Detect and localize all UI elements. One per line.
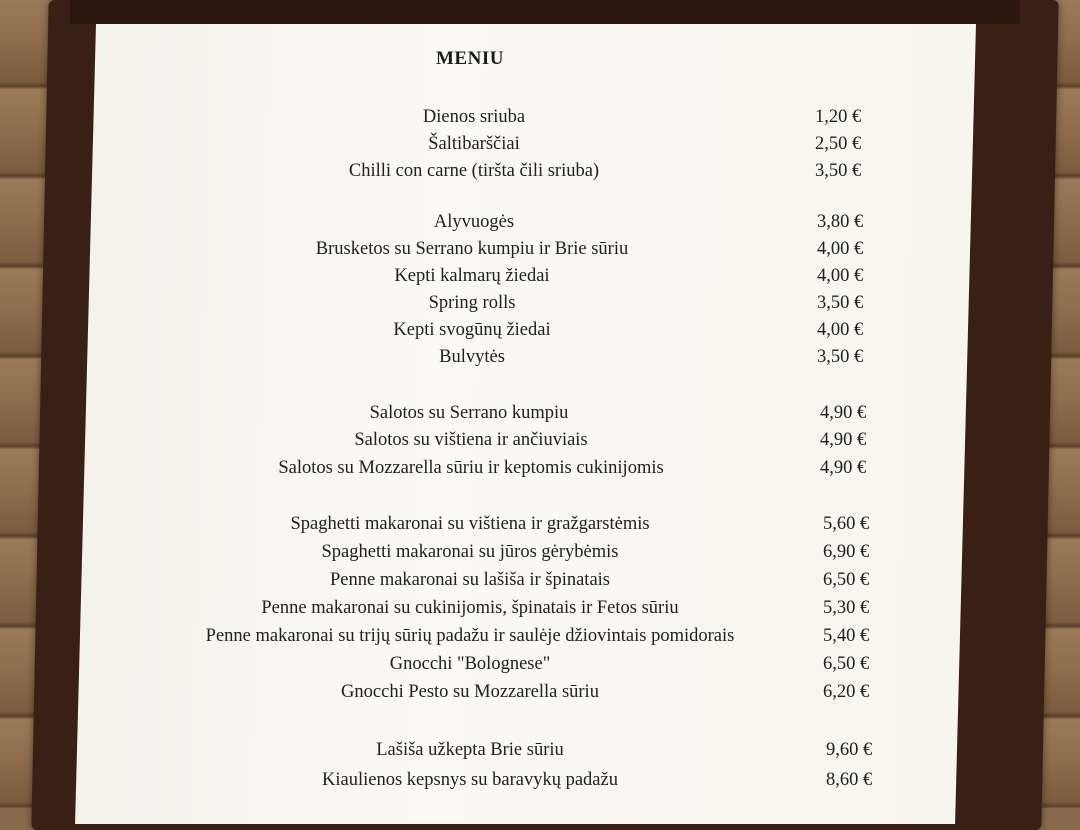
menu-item: [0, 403, 1080, 429]
menu-item-price: 8,60 €: [826, 770, 873, 790]
menu-item-name: Gnocchi "Bolognese": [389, 654, 551, 674]
menu-item: [0, 654, 1080, 680]
menu-item-price: 6,50 €: [823, 570, 870, 590]
menu-item-price: 1,20 €: [815, 107, 862, 127]
menu-item-price: 6,90 €: [823, 542, 870, 562]
menu-item-price: 5,60 €: [823, 514, 870, 534]
menu-item: [0, 626, 1080, 652]
menu-item: [0, 107, 1080, 133]
menu-item-price: 3,50 €: [815, 161, 862, 181]
menu-item: [0, 212, 1080, 238]
menu-item: [0, 161, 1080, 187]
menu-item: [0, 458, 1080, 484]
menu-item: [0, 770, 1080, 796]
menu-item: [0, 347, 1080, 373]
menu-item: [0, 266, 1080, 292]
menu-item-name: Gnocchi Pesto su Mozzarella sūriu: [341, 682, 599, 702]
menu-item-name: Penne makaronai su lašiša ir špinatais: [329, 570, 611, 590]
menu-item-price: 4,00 €: [817, 266, 864, 286]
menu-item-name: Alyvuogės: [433, 212, 515, 232]
menu-item-price: 6,20 €: [823, 682, 870, 702]
menu-item: [0, 570, 1080, 596]
menu-item-price: 2,50 €: [815, 134, 862, 154]
menu-item-name: Chilli con carne (tiršta čili sriuba): [348, 161, 600, 181]
menu-item-name: Brusketos su Serrano kumpiu ir Brie sūriu: [315, 239, 629, 259]
menu-item-name: Salotos su Serrano kumpiu: [369, 403, 569, 423]
menu-item: [0, 740, 1080, 766]
menu-item: [0, 320, 1080, 346]
clipboard-top-edge: [70, 0, 1020, 24]
menu-item-name: Bulvytės: [439, 347, 505, 367]
menu-item: [0, 682, 1080, 708]
menu-item: [0, 293, 1080, 319]
menu-item-name: Spaghetti makaronai su jūros gėrybėmis: [321, 542, 619, 562]
menu-item-price: 5,30 €: [823, 598, 870, 618]
menu-item-name: Spaghetti makaronai su vištiena ir gražgarstėmis: [290, 514, 650, 534]
menu-item-name: Salotos su vištiena ir ančiuviais: [354, 430, 588, 450]
menu-item-name: Dienos sriuba: [422, 107, 526, 127]
menu-item: [0, 239, 1080, 265]
menu-item: [0, 430, 1080, 456]
menu-item-name: Kepti kalmarų žiedai: [394, 266, 550, 286]
menu-title: MENIU: [436, 48, 504, 69]
menu-item-price: 6,50 €: [823, 654, 870, 674]
menu-item-name: Penne makaronai su trijų sūrių padažu ir saulėje džiovintais pomidorais: [205, 626, 735, 646]
menu-item-name: Šaltibarščiai: [428, 134, 520, 154]
menu-item-name: Lašiša užkepta Brie sūriu: [376, 740, 564, 760]
menu-item-name: Kiaulienos kepsnys su baravykų padažu: [322, 770, 618, 790]
menu-item-price: 4,00 €: [817, 320, 864, 340]
menu-item-price: 9,60 €: [826, 740, 873, 760]
menu-item-name: Kepti svogūnų žiedai: [393, 320, 551, 340]
menu-item: [0, 134, 1080, 160]
menu-item-name: Salotos su Mozzarella sūriu ir keptomis cukinijomis: [278, 458, 664, 478]
menu-item: [0, 542, 1080, 568]
menu-item-price: 4,90 €: [820, 458, 867, 478]
menu-item-name: Spring rolls: [428, 293, 516, 313]
menu-item: [0, 598, 1080, 624]
menu-item-price: 5,40 €: [823, 626, 870, 646]
menu-item-price: 4,00 €: [817, 239, 864, 259]
menu-item-price: 3,80 €: [817, 212, 864, 232]
menu-item-price: 4,90 €: [820, 403, 867, 423]
menu-item-name: Penne makaronai su cukinijomis, špinatais ir Fetos sūriu: [261, 598, 679, 618]
menu-item-price: 3,50 €: [817, 293, 864, 313]
menu-item-price: 4,90 €: [820, 430, 867, 450]
menu-item: [0, 514, 1080, 540]
menu-item-price: 3,50 €: [817, 347, 864, 367]
